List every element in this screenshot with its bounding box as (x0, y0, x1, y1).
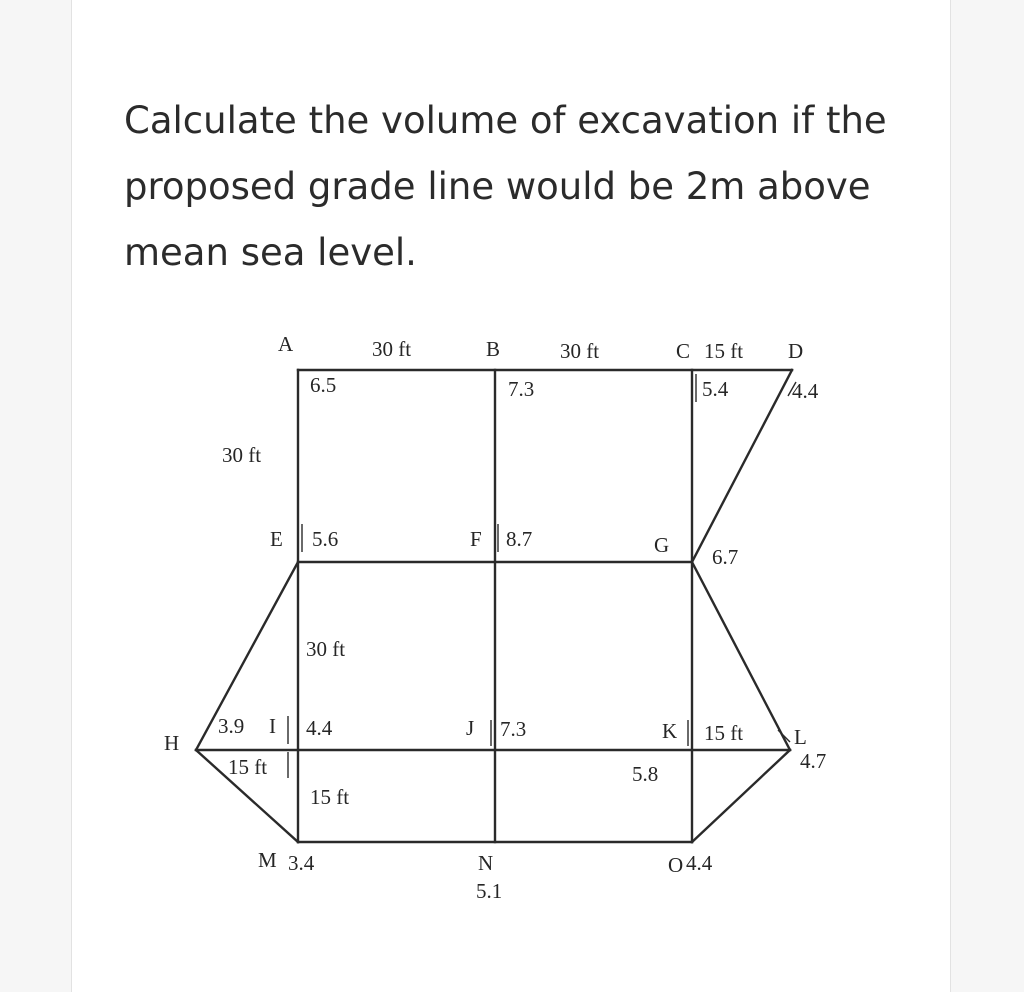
point-label-h: H (164, 731, 180, 755)
edge-e-h (196, 562, 298, 750)
elevation-e: 5.6 (312, 527, 339, 551)
elevation-k: 5.8 (632, 762, 659, 786)
point-label-e: E (270, 527, 283, 551)
question-line-1: Calculate the volume of excavation if the (124, 99, 887, 142)
dimension-hi: 15 ft (228, 755, 268, 779)
dimension-cd: 15 ft (704, 339, 744, 363)
point-label-f: F (470, 527, 482, 551)
point-label-b: B (486, 337, 501, 361)
dimension-bc: 30 ft (560, 339, 600, 363)
label-tick-marks (288, 372, 796, 778)
dimension-ae: 30 ft (222, 443, 262, 467)
elevation-g: 6.7 (712, 545, 739, 569)
point-label-d: D (788, 339, 804, 363)
grid-lines (196, 370, 792, 842)
point-label-m: M (258, 848, 277, 872)
point-label-n: N (478, 851, 494, 875)
point-label-a: A (278, 332, 294, 356)
point-label-g: G (654, 533, 670, 557)
point-label-c: C (676, 339, 691, 363)
question-line-2: proposed grade line would be 2m above (124, 165, 871, 208)
dimension-im: 15 ft (310, 785, 350, 809)
elevation-c: 5.4 (702, 377, 729, 401)
elevation-o: 4.4 (686, 851, 713, 875)
elevation-f: 8.7 (506, 527, 533, 551)
elevation-l: 4.7 (800, 749, 827, 773)
point-label-i: I (269, 714, 276, 738)
point-label-k: K (662, 719, 678, 743)
point-labels (164, 332, 807, 877)
point-label-l: L (794, 725, 807, 749)
elevation-d: 4.4 (792, 379, 819, 403)
elevation-n: 5.1 (476, 879, 503, 903)
elevation-a: 6.5 (310, 373, 337, 397)
elevation-b: 7.3 (508, 377, 535, 401)
dimension-ei: 30 ft (306, 637, 346, 661)
point-label-j: J (466, 716, 475, 740)
elevation-j: 7.3 (500, 717, 527, 741)
dimension-ab: 30 ft (372, 337, 412, 361)
elevation-m: 3.4 (288, 851, 315, 875)
edge-l-o (692, 750, 790, 842)
elevation-i: 4.4 (306, 716, 333, 740)
question-line-3: mean sea level. (124, 231, 417, 274)
elevation-h: 3.9 (218, 714, 245, 738)
point-label-o: O (668, 853, 684, 877)
dimension-kl: 15 ft (704, 721, 744, 745)
